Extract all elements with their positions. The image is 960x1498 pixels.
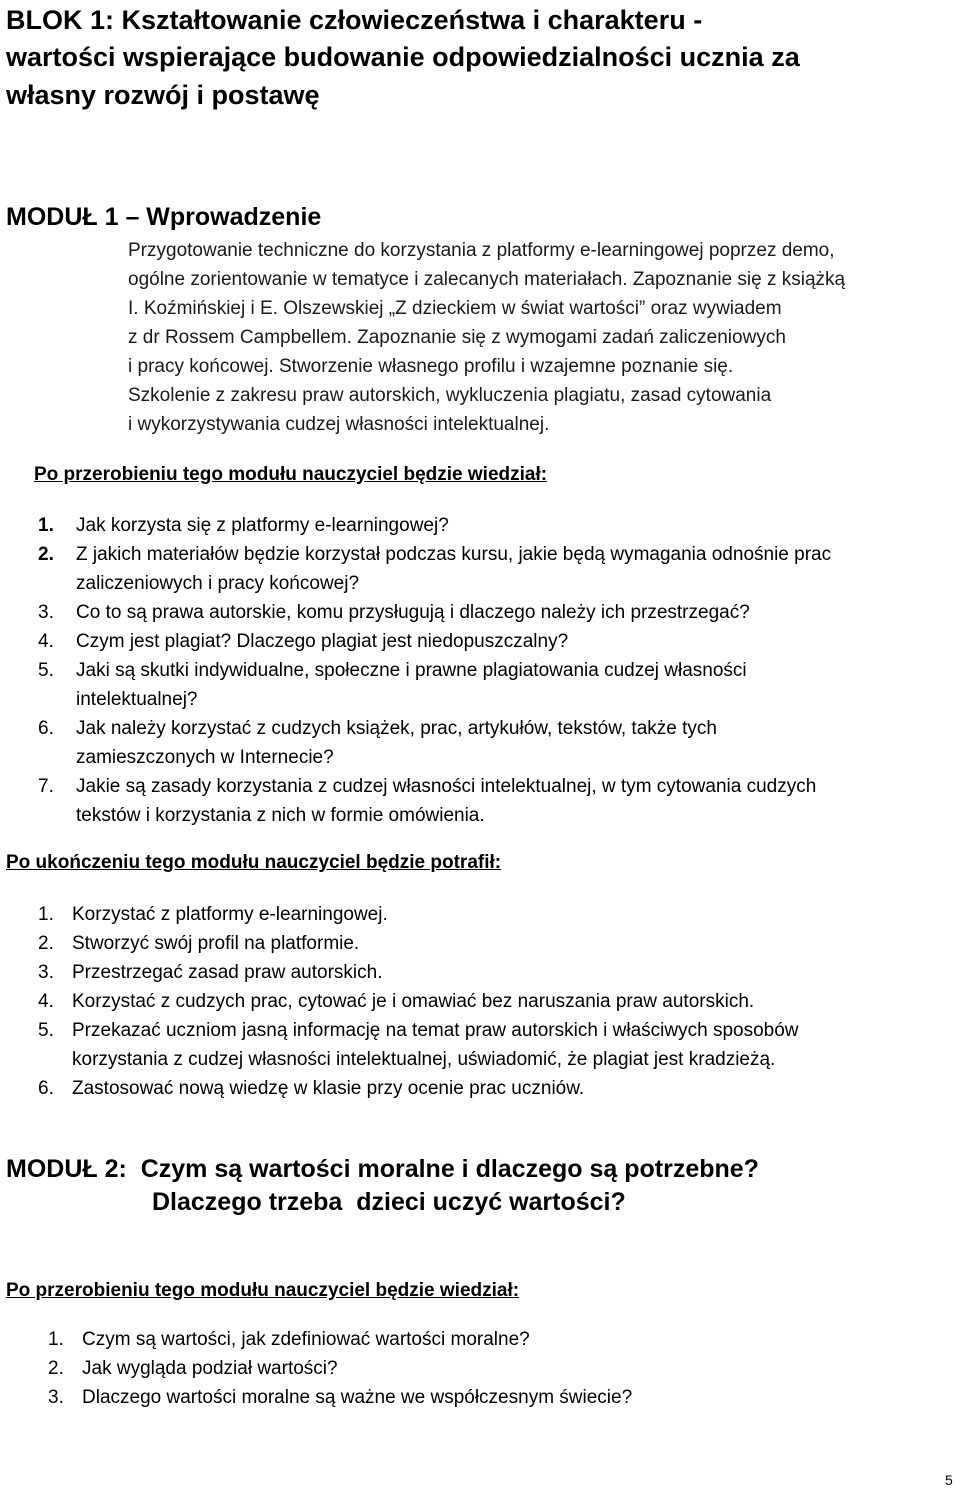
- module-1-know-heading: Po przerobieniu tego modułu nauczyciel będzie wiedział:: [34, 464, 548, 485]
- list-item-text: Jak korzysta się z platformy e-learningowej?: [76, 515, 449, 536]
- list-number: 5.: [38, 1020, 54, 1041]
- module-1-intro-line: z dr Rossem Campbellem. Zapoznanie się z wymogami zadań zaliczeniowych: [128, 327, 786, 348]
- module-1-intro-line: ogólne zorientowanie w tematyce i zalecanych materiałach. Zapoznanie się z książką: [128, 269, 846, 290]
- list-number: 7.: [38, 776, 54, 797]
- list-item-text: korzystania z cudzej własności intelektualnej, uświadomić, że plagiat jest kradzieżą.: [72, 1049, 776, 1070]
- list-number: 2.: [38, 544, 54, 565]
- list-item-text: Jak wygląda podział wartości?: [82, 1358, 338, 1379]
- block-title-line-2: wartości wspierające budowanie odpowiedzialności ucznia za: [6, 42, 800, 72]
- list-item-text: Przestrzegać zasad praw autorskich.: [72, 962, 383, 983]
- list-number: 1.: [48, 1329, 64, 1350]
- module-1-intro-line: i wykorzystywania cudzej własności intelektualnej.: [128, 414, 550, 435]
- list-item-text: zaliczeniowych i pracy końcowej?: [76, 573, 360, 594]
- module-1-title: MODUŁ 1 – Wprowadzenie: [6, 203, 322, 231]
- list-number: 1.: [38, 904, 54, 925]
- list-item-text: tekstów i korzystania z nich w formie omówienia.: [76, 805, 485, 826]
- block-title-line-3: własny rozwój i postawę: [6, 80, 320, 110]
- list-number: 4.: [38, 631, 54, 652]
- module-1-intro-line: i pracy końcowej. Stworzenie własnego profilu i wzajemne poznanie się.: [128, 356, 734, 377]
- list-number: 1.: [38, 515, 54, 536]
- list-item-text: Przekazać uczniom jasną informację na temat praw autorskich i właściwych sposobów: [72, 1020, 799, 1041]
- list-item-text: intelektualnej?: [76, 689, 198, 710]
- module-1-intro-line: Przygotowanie techniczne do korzystania z platformy e-learningowej poprzez demo,: [128, 240, 835, 261]
- module-1-able-heading: Po ukończeniu tego modułu nauczyciel będzie potrafił:: [6, 852, 502, 873]
- module-2-know-heading: Po przerobieniu tego modułu nauczyciel będzie wiedział:: [6, 1280, 520, 1301]
- list-number: 3.: [38, 962, 54, 983]
- list-number: 2.: [48, 1358, 64, 1379]
- list-number: 3.: [38, 602, 54, 623]
- list-number: 4.: [38, 991, 54, 1012]
- list-item-text: Dlaczego wartości moralne są ważne we współczesnym świecie?: [82, 1387, 633, 1408]
- page-number: 5: [945, 1472, 953, 1488]
- list-item-text: Czym są wartości, jak zdefiniować wartości moralne?: [82, 1329, 530, 1350]
- list-item-text: Jakie są zasady korzystania z cudzej własności intelektualnej, w tym cytowania cudzych: [76, 776, 817, 797]
- list-number: 6.: [38, 718, 54, 739]
- list-item-text: Stworzyć swój profil na platformie.: [72, 933, 360, 954]
- list-item-text: Jak należy korzystać z cudzych książek, prac, artykułów, tekstów, także tych: [76, 718, 717, 739]
- list-number: 5.: [38, 660, 54, 681]
- list-item-text: Z jakich materiałów będzie korzystał podczas kursu, jakie będą wymagania odnośnie prac: [76, 544, 832, 565]
- module-1-intro-line: Szkolenie z zakresu praw autorskich, wykluczenia plagiatu, zasad cytowania: [128, 385, 772, 406]
- list-item-text: Korzystać z cudzych prac, cytować je i omawiać bez naruszania praw autorskich.: [72, 991, 755, 1012]
- list-item-text: Korzystać z platformy e-learningowej.: [72, 904, 388, 925]
- block-title-line-1: BLOK 1: Kształtowanie człowieczeństwa i charakteru -: [6, 5, 703, 35]
- list-number: 2.: [38, 933, 54, 954]
- list-item-text: Co to są prawa autorskie, komu przysługują i dlaczego należy ich przestrzegać?: [76, 602, 750, 623]
- list-number: 3.: [48, 1387, 64, 1408]
- module-1-intro-line: I. Koźmińskiej i E. Olszewskiej „Z dzieckiem w świat wartości” oraz wywiadem: [128, 298, 782, 319]
- module-2-title-line-1: MODUŁ 2: Czym są wartości moralne i dlaczego są potrzebne?: [6, 1155, 759, 1183]
- module-2-title-line-2: Dlaczego trzeba dzieci uczyć wartości?: [152, 1188, 626, 1216]
- list-number: 6.: [38, 1078, 54, 1099]
- list-item-text: zamieszczonych w Internecie?: [76, 747, 334, 768]
- list-item-text: Czym jest plagiat? Dlaczego plagiat jest niedopuszczalny?: [76, 631, 569, 652]
- list-item-text: Zastosować nową wiedzę w klasie przy ocenie prac uczniów.: [72, 1078, 585, 1099]
- list-item-text: Jaki są skutki indywidualne, społeczne i prawne plagiatowania cudzej własności: [76, 660, 747, 681]
